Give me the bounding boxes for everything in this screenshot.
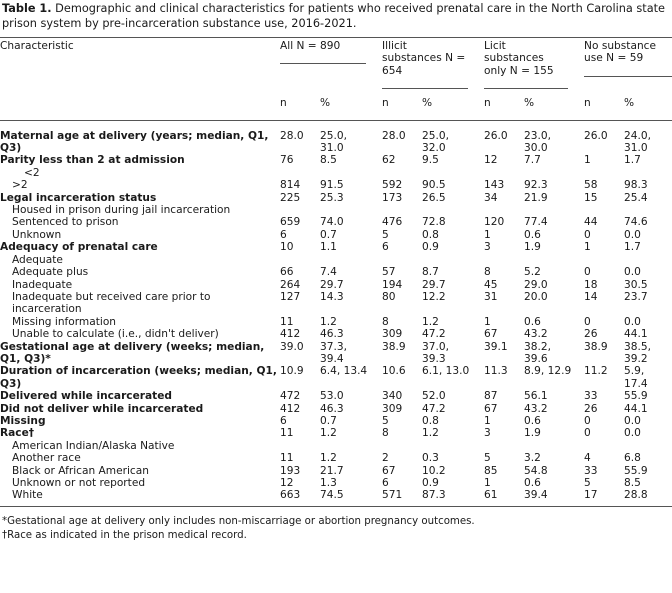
table-row — [0, 403, 672, 415]
cell-pct: 6.8 — [624, 452, 641, 465]
cell-pct — [320, 440, 382, 452]
cell-n: 66 — [280, 266, 294, 279]
cell-pct: 0.9 — [422, 477, 439, 489]
cell-pct: 20.0 — [524, 290, 548, 303]
cell-n — [484, 254, 524, 266]
footnote-race: †Race as indicated in the prison medical record. — [2, 529, 247, 541]
cell-n: 11 — [280, 452, 294, 465]
cell-n: 28.0 — [280, 129, 304, 142]
cell-n: 659 — [280, 216, 301, 229]
cell-pct: 0.0 — [624, 427, 641, 440]
cell-pct: 0.0 — [624, 266, 641, 279]
table-row — [0, 390, 672, 402]
cell-n — [584, 167, 624, 179]
cell-n: 26 — [584, 402, 598, 415]
table-row — [0, 216, 672, 228]
cell-n — [484, 167, 524, 179]
cell-pct: 0.6 — [524, 414, 541, 427]
cell-pct — [524, 204, 584, 216]
row-label: Sentenced to prison — [12, 216, 119, 229]
cell-n: 8 — [484, 266, 491, 279]
cell-n: 11.2 — [584, 365, 608, 378]
cell-pct: 1.1 — [320, 241, 337, 254]
cell-pct: 29.0 — [524, 278, 548, 291]
cell-pct: 91.5 — [320, 179, 344, 192]
table-row — [0, 291, 672, 316]
row-label: Inadequate but received care prior to incarceration — [12, 290, 211, 316]
cell-pct: 21.7 — [320, 464, 344, 477]
cell-pct: 1.2 — [320, 427, 337, 440]
cell-n: 0 — [584, 315, 591, 328]
cell-pct: 53.0 — [320, 390, 344, 403]
cell-n: 10 — [280, 241, 294, 254]
cell-pct: 6.4, 13.4 — [320, 365, 368, 378]
cell-pct: 38.2, 39.6 — [524, 340, 551, 365]
sub-pct: % — [320, 89, 382, 120]
cell-pct: 55.9 — [624, 464, 648, 477]
cell-pct: 8.9, 12.9 — [524, 365, 572, 378]
cell-n: 1 — [484, 414, 491, 427]
cell-n: 10.9 — [280, 365, 304, 378]
cell-n: 472 — [280, 390, 301, 403]
cell-pct: 0.0 — [624, 315, 641, 328]
cell-n: 412 — [280, 328, 301, 341]
cell-pct: 1.2 — [422, 315, 439, 328]
cell-n: 33 — [584, 390, 598, 403]
row-label: Black or African American — [12, 464, 149, 477]
cell-pct — [422, 254, 484, 266]
cell-n — [382, 254, 422, 266]
cell-n: 1 — [584, 241, 591, 254]
cell-n: 814 — [280, 179, 301, 192]
cell-pct: 1.9 — [524, 241, 541, 254]
row-label: <2 — [24, 166, 40, 179]
cell-n: 173 — [382, 191, 403, 204]
cell-pct: 8.5 — [624, 477, 641, 489]
row-label: Did not deliver while incarcerated — [0, 402, 204, 415]
table-row — [0, 465, 672, 477]
cell-n: 14 — [584, 290, 598, 303]
cell-pct — [624, 440, 672, 452]
cell-pct: 0.3 — [422, 452, 439, 465]
cell-pct: 1.9 — [524, 427, 541, 440]
col-illicit: Illicit substances N = 654 — [382, 40, 468, 89]
cell-n: 5 — [382, 228, 389, 241]
cell-n — [584, 440, 624, 452]
table-row — [0, 452, 672, 464]
cell-n: 61 — [484, 489, 524, 506]
cell-pct: 72.8 — [422, 216, 446, 229]
caption-text: Demographic and clinical characteristics for patients who received prenatal care in the North Carolina state prison system by pre-incarceration substance use, 2016-2021. — [2, 2, 666, 30]
cell-pct: 43.2 — [524, 402, 548, 415]
table-row — [0, 477, 672, 489]
sub-n: n — [280, 89, 320, 120]
cell-n — [280, 204, 320, 216]
cell-n: 225 — [280, 191, 301, 204]
row-label: Legal incarceration status — [0, 191, 157, 204]
cell-pct — [624, 167, 672, 179]
cell-pct: 23.0, 30.0 — [524, 129, 551, 155]
table-row — [0, 341, 672, 366]
cell-pct: 9.5 — [422, 154, 439, 167]
cell-n — [484, 204, 524, 216]
col-none: No substance use N = 59 — [584, 40, 672, 77]
cell-n: 194 — [382, 278, 403, 291]
table-row — [0, 154, 672, 166]
cell-pct: 6.1, 13.0 — [422, 365, 470, 378]
table-row — [0, 254, 672, 266]
characteristics-table — [0, 38, 672, 507]
cell-pct: 23.7 — [624, 290, 648, 303]
group-header-row — [0, 38, 672, 89]
cell-pct: 25.3 — [320, 191, 344, 204]
cell-n: 2 — [382, 452, 389, 465]
cell-pct: 25.4 — [624, 191, 648, 204]
cell-pct: 56.1 — [524, 390, 548, 403]
cell-n: 26.0 — [584, 129, 608, 142]
cell-pct: 28.8 — [624, 489, 672, 506]
cell-n — [382, 440, 422, 452]
cell-n: 33 — [584, 464, 598, 477]
col-licit: Licit substances only N = 155 — [484, 40, 568, 89]
cell-n: 264 — [280, 278, 301, 291]
table-row — [0, 229, 672, 241]
caption-label: Table 1. — [2, 2, 52, 15]
row-label: Adequacy of prenatal care — [0, 241, 158, 254]
cell-pct: 0.7 — [320, 414, 337, 427]
cell-n: 309 — [382, 402, 403, 415]
cell-n: 11 — [280, 315, 294, 328]
cell-pct: 74.0 — [320, 216, 344, 229]
table-row — [0, 440, 672, 452]
cell-n: 12 — [484, 154, 498, 167]
cell-pct: 21.9 — [524, 191, 548, 204]
cell-n: 39.0 — [280, 340, 304, 353]
cell-pct: 0.0 — [624, 414, 641, 427]
row-label: Housed in prison during jail incarceration — [12, 204, 231, 217]
cell-pct: 1.2 — [320, 452, 337, 465]
cell-pct: 52.0 — [422, 390, 446, 403]
cell-n: 1 — [484, 228, 491, 241]
table-row — [0, 427, 672, 439]
cell-pct: 44.1 — [624, 402, 648, 415]
sub-n: n — [484, 89, 524, 120]
cell-pct — [320, 204, 382, 216]
cell-pct: 8.5 — [320, 154, 337, 167]
cell-pct: 38.5, 39.2 — [624, 340, 652, 365]
cell-n: 31 — [484, 290, 498, 303]
cell-n: 11 — [280, 427, 294, 440]
cell-pct: 74.5 — [320, 489, 382, 506]
cell-n: 87 — [484, 390, 498, 403]
cell-pct: 7.4 — [320, 266, 337, 279]
cell-n: 11.3 — [484, 365, 508, 378]
row-label: Missing — [0, 414, 46, 427]
cell-pct: 39.4 — [524, 489, 584, 506]
cell-n: 340 — [382, 390, 403, 403]
cell-n: 15 — [584, 191, 598, 204]
row-label: Another race — [12, 452, 81, 465]
cell-n: 44 — [584, 216, 598, 229]
sub-n: n — [382, 89, 422, 120]
cell-n: 39.1 — [484, 340, 508, 353]
cell-n — [584, 254, 624, 266]
row-label: Missing information — [12, 315, 117, 328]
cell-n — [382, 167, 422, 179]
cell-n: 1 — [584, 154, 591, 167]
col-characteristic: Characteristic — [0, 40, 74, 52]
cell-n: 6 — [280, 414, 287, 427]
cell-pct: 12.2 — [422, 290, 446, 303]
cell-n: 0 — [584, 228, 591, 241]
cell-n: 309 — [382, 328, 403, 341]
row-label: Unknown or not reported — [12, 477, 146, 489]
cell-n: 0 — [584, 266, 591, 279]
cell-pct: 26.5 — [422, 191, 446, 204]
table-row — [0, 167, 672, 179]
cell-pct — [524, 254, 584, 266]
cell-n: 76 — [280, 154, 294, 167]
cell-pct — [624, 254, 672, 266]
table-row — [0, 328, 672, 340]
cell-n: 58 — [584, 179, 598, 192]
sub-pct: % — [422, 89, 484, 120]
table-row — [0, 266, 672, 278]
cell-pct: 46.3 — [320, 402, 344, 415]
sub-n: n — [584, 89, 624, 120]
row-label: Adequate plus — [12, 266, 89, 279]
cell-pct — [422, 204, 484, 216]
cell-pct: 3.2 — [524, 452, 541, 465]
cell-n: 38.9 — [584, 340, 608, 353]
cell-n: 62 — [382, 154, 396, 167]
cell-n: 5 — [382, 414, 389, 427]
table-row — [0, 241, 672, 253]
cell-n: 571 — [382, 489, 422, 506]
cell-pct: 24.0, 31.0 — [624, 129, 652, 155]
cell-n: 3 — [484, 427, 491, 440]
cell-pct: 37.3, 39.4 — [320, 340, 347, 365]
table-row — [0, 489, 672, 506]
cell-pct: 92.3 — [524, 179, 548, 192]
cell-pct: 77.4 — [524, 216, 548, 229]
cell-pct: 0.8 — [422, 414, 439, 427]
cell-pct: 0.8 — [422, 228, 439, 241]
cell-n — [484, 440, 524, 452]
table-row — [0, 192, 672, 204]
col-all: All N = 890 — [280, 40, 366, 64]
cell-pct: 0.6 — [524, 228, 541, 241]
cell-n: 12 — [280, 477, 294, 489]
cell-n: 38.9 — [382, 340, 406, 353]
cell-pct: 1.2 — [320, 315, 337, 328]
cell-pct — [422, 440, 484, 452]
row-label: Duration of incarceration (weeks; median, Q1, Q3) — [0, 365, 277, 390]
cell-n: 8 — [382, 427, 389, 440]
cell-n: 18 — [584, 278, 598, 291]
cell-pct: 1.2 — [422, 427, 439, 440]
cell-pct: 8.7 — [422, 266, 439, 279]
cell-n: 67 — [382, 464, 396, 477]
row-label: Gestational age at delivery (weeks; median, Q1, Q3)* — [0, 340, 265, 365]
cell-pct — [320, 254, 382, 266]
row-label: Maternal age at delivery (years; median, Q1, Q3) — [0, 129, 269, 155]
cell-n — [280, 254, 320, 266]
cell-n: 6 — [382, 477, 389, 489]
cell-n: 6 — [280, 228, 287, 241]
cell-pct: 0.6 — [524, 315, 541, 328]
row-label: Inadequate — [12, 278, 73, 291]
table-row — [0, 415, 672, 427]
cell-n: 34 — [484, 191, 498, 204]
cell-n — [280, 167, 320, 179]
table-row — [0, 279, 672, 291]
cell-n: 26 — [584, 328, 598, 341]
cell-pct — [320, 167, 382, 179]
cell-n: 85 — [484, 464, 498, 477]
cell-pct: 0.0 — [624, 228, 641, 241]
cell-pct: 25.0, 31.0 — [320, 129, 347, 155]
table-row — [0, 204, 672, 216]
footnote-gestational: *Gestational age at delivery only includes non-miscarriage or abortion pregnancy outcomes. — [2, 515, 475, 527]
cell-pct: 1.7 — [624, 241, 641, 254]
cell-pct: 90.5 — [422, 179, 446, 192]
cell-n: 5 — [584, 477, 591, 489]
footnotes — [2, 515, 670, 543]
row-label: Delivered while incarcerated — [0, 390, 172, 403]
row-label: >2 — [12, 179, 28, 192]
cell-n: 592 — [382, 179, 403, 192]
cell-n: 28.0 — [382, 129, 406, 142]
cell-n — [280, 440, 320, 452]
sub-pct: % — [624, 89, 672, 120]
cell-pct: 46.3 — [320, 328, 344, 341]
cell-pct: 25.0, 32.0 — [422, 129, 449, 155]
row-label: Race† — [0, 427, 35, 440]
row-label: Parity less than 2 at admission — [0, 154, 185, 167]
cell-pct — [422, 167, 484, 179]
cell-pct: 5.9, 17.4 — [624, 365, 648, 390]
row-label: White — [0, 489, 280, 506]
cell-n: 0 — [584, 414, 591, 427]
cell-pct: 87.3 — [422, 489, 484, 506]
cell-pct: 98.3 — [624, 179, 648, 192]
table-row — [0, 120, 672, 154]
cell-n — [584, 204, 624, 216]
cell-n: 80 — [382, 290, 396, 303]
cell-pct: 10.2 — [422, 464, 446, 477]
cell-n: 26.0 — [484, 129, 508, 142]
cell-pct: 47.2 — [422, 402, 446, 415]
cell-pct: 0.6 — [524, 477, 541, 489]
cell-n: 127 — [280, 290, 301, 303]
cell-n: 6 — [382, 241, 389, 254]
cell-n: 663 — [280, 489, 320, 506]
table-body — [0, 120, 672, 506]
cell-n: 193 — [280, 464, 301, 477]
cell-n: 17 — [584, 489, 624, 506]
cell-n: 57 — [382, 266, 396, 279]
table-row — [0, 365, 672, 390]
cell-pct: 47.2 — [422, 328, 446, 341]
row-label: Adequate — [12, 253, 63, 266]
cell-pct: 0.7 — [320, 228, 337, 241]
row-label: American Indian/Alaska Native — [12, 439, 175, 452]
cell-n: 4 — [584, 452, 591, 465]
cell-pct: 0.9 — [422, 241, 439, 254]
cell-pct: 44.1 — [624, 328, 648, 341]
cell-pct: 37.0, 39.3 — [422, 340, 449, 365]
cell-pct: 7.7 — [524, 154, 541, 167]
cell-pct: 29.7 — [422, 278, 446, 291]
cell-n: 143 — [484, 179, 505, 192]
table-row — [0, 316, 672, 328]
cell-n: 412 — [280, 402, 301, 415]
subheader-row — [0, 89, 672, 120]
table-row — [0, 179, 672, 191]
cell-n: 1 — [484, 477, 491, 489]
cell-n: 67 — [484, 402, 498, 415]
cell-n: 45 — [484, 278, 498, 291]
cell-n: 67 — [484, 328, 498, 341]
row-label: Unable to calculate (i.e., didn't deliver) — [12, 328, 219, 341]
cell-pct: 29.7 — [320, 278, 344, 291]
cell-pct — [624, 204, 672, 216]
cell-pct: 30.5 — [624, 278, 648, 291]
cell-pct: 43.2 — [524, 328, 548, 341]
cell-n — [382, 204, 422, 216]
cell-pct: 1.3 — [320, 477, 337, 489]
table-caption — [2, 2, 670, 31]
cell-pct: 54.8 — [524, 464, 548, 477]
cell-n: 8 — [382, 315, 389, 328]
cell-n: 3 — [484, 241, 491, 254]
cell-pct: 1.7 — [624, 154, 641, 167]
sub-pct: % — [524, 89, 584, 120]
cell-pct: 74.6 — [624, 216, 648, 229]
cell-pct: 5.2 — [524, 266, 541, 279]
cell-n: 476 — [382, 216, 403, 229]
cell-n: 0 — [584, 427, 591, 440]
cell-n: 1 — [484, 315, 491, 328]
cell-n: 10.6 — [382, 365, 406, 378]
cell-pct — [524, 167, 584, 179]
cell-n: 120 — [484, 216, 505, 229]
cell-n: 5 — [484, 452, 491, 465]
cell-pct: 14.3 — [320, 290, 344, 303]
cell-pct: 55.9 — [624, 390, 648, 403]
row-label: Unknown — [12, 228, 62, 241]
cell-pct — [524, 440, 584, 452]
